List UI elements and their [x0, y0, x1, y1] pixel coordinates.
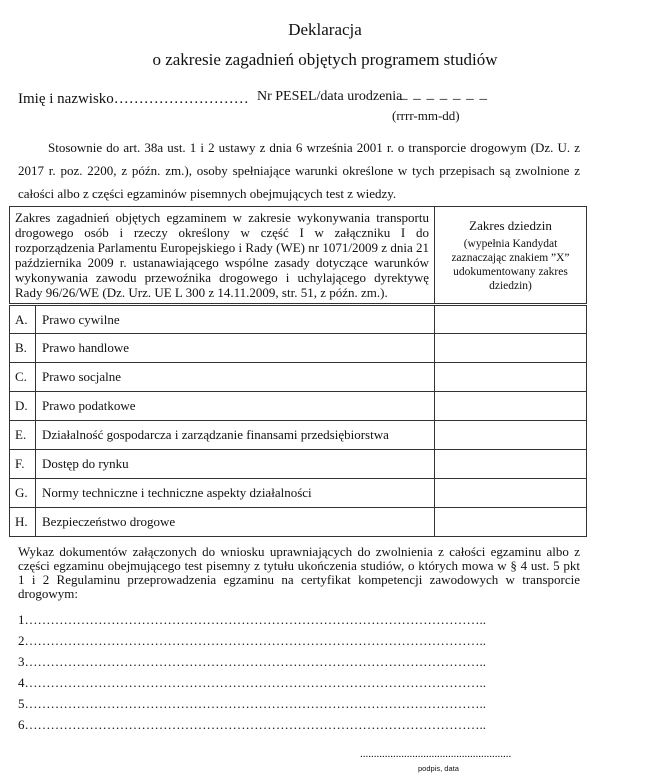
documents-paragraph: Wykaz dokumentów załączonych do wniosku uprawniających do zwolnienia z całości egzaminu albo z części egzaminu obejmującego test pisemny z tytułu ukończenia studiów, o których mowa w § 4 ust. 5 pkt 1 i 2 Regulaminu przeprowadzenia egzaminu na certyfikat kompetencji zawodowych w transporcie drogowym: [18, 544, 580, 601]
document-line-5[interactable]: 5…………………………………………………………………………………………….. [18, 696, 486, 711]
row-checkbox-cell[interactable] [435, 421, 587, 450]
document-title: Deklaracja [288, 20, 362, 39]
date-format-hint: (rrrr-mm-dd) [392, 108, 460, 123]
row-checkbox-cell[interactable] [435, 363, 587, 392]
row-letter: E. [10, 421, 36, 450]
row-checkbox-cell[interactable] [435, 305, 587, 334]
row-label: Prawo cywilne [36, 305, 435, 334]
signature-label: podpis, data [418, 764, 459, 773]
row-label: Działalność gospodarcza i zarządzanie finansami przedsiębiorstwa [36, 421, 435, 450]
table-header-scope [435, 207, 587, 305]
row-label: Normy techniczne i techniczne aspekty działalności [36, 479, 435, 508]
row-letter: C. [10, 363, 36, 392]
table-row [10, 421, 587, 450]
row-checkbox-cell[interactable] [435, 392, 587, 421]
row-letter: F. [10, 450, 36, 479]
table-row [10, 305, 587, 334]
document-line-6[interactable]: 6…………………………………………………………………………………………….. [18, 717, 486, 732]
row-label: Prawo handlowe [36, 334, 435, 363]
row-checkbox-cell[interactable] [435, 450, 587, 479]
document-line-4[interactable]: 4…………………………………………………………………………………………….. [18, 675, 486, 690]
document-line-1[interactable]: 1…………………………………………………………………………………………….. [18, 612, 486, 627]
scope-table [9, 206, 587, 537]
row-checkbox-cell[interactable] [435, 479, 587, 508]
scope-column-instruction: (wypełnia Kandydat zaznaczając znakiem ”X” udokumentowany zakres dziedzin) [451, 237, 570, 292]
table-row [10, 508, 587, 537]
row-letter: D. [10, 392, 36, 421]
row-label: Bezpieczeństwo drogowe [36, 508, 435, 537]
row-checkbox-cell[interactable] [435, 334, 587, 363]
intro-paragraph: Stosownie do art. 38a ust. 1 i 2 ustawy z dnia 6 września 2001 r. o transporcie drogowym (Dz. U. z 2017 r. poz. 2200, z późn. zm.), osoby spełniające warunki określone w tych przepisach są zwolnione z całości albo z części egzaminów pisemnych obejmujących test z wiedzy. [18, 140, 580, 201]
pesel-field[interactable]: _ _ _ _ _ _ _ [400, 86, 488, 102]
table-row [10, 450, 587, 479]
name-field[interactable]: Imię i nazwisko……………………… [18, 91, 249, 107]
table-row [10, 363, 587, 392]
row-letter: A. [10, 305, 36, 334]
row-letter: H. [10, 508, 36, 537]
row-letter: B. [10, 334, 36, 363]
row-checkbox-cell[interactable] [435, 508, 587, 537]
document-subtitle: o zakresie zagadnień objętych programem studiów [152, 50, 498, 69]
table-row [10, 334, 587, 363]
table-header-description: Zakres zagadnień objętych egzaminem w zakresie wykonywania transportu drogowego osób i rzeczy określony w część I w załączniku I do rozporządzenia Parlamentu Europejskiego i Rady (WE) nr 1071/2009 z dnia 21 października 2009 r. ustanawiającego wspólne zasady dotyczące warunków wykonywania zawodu przewoźnika drogowego i uchylającego dyrektywę Rady 96/26/WE (Dz. Urz. UE L 300 z 14.11.2009, str. 51, z późn. zm.). [10, 207, 435, 305]
signature-field[interactable]: ....................................................... [360, 748, 512, 760]
document-line-3[interactable]: 3…………………………………………………………………………………………….. [18, 654, 486, 669]
pesel-label: Nr PESEL/data urodzenia [257, 89, 403, 104]
table-row [10, 392, 587, 421]
scope-column-title: Zakres dziedzin [469, 217, 552, 233]
row-letter: G. [10, 479, 36, 508]
row-label: Prawo socjalne [36, 363, 435, 392]
table-header-row [10, 207, 587, 305]
row-label: Prawo podatkowe [36, 392, 435, 421]
table-row [10, 479, 587, 508]
document-line-2[interactable]: 2…………………………………………………………………………………………….. [18, 633, 486, 648]
row-label: Dostęp do rynku [36, 450, 435, 479]
